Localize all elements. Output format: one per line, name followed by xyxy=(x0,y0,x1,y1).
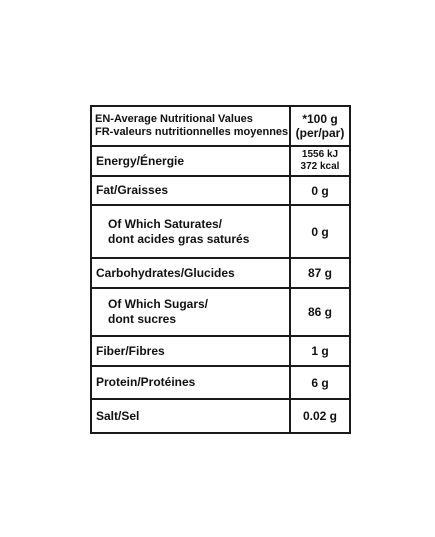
table-row-saturates xyxy=(92,204,349,257)
row-label-cell xyxy=(92,259,291,287)
energy-kcal-value: 372 kcal xyxy=(300,161,340,172)
header-per-amount: *100 g xyxy=(302,112,338,126)
energy-kj-value: 1556 kJ xyxy=(301,149,339,160)
table-row-energy xyxy=(92,145,349,175)
row-label: Fat/Graisses xyxy=(96,183,169,197)
row-value: 0 g xyxy=(311,183,329,198)
table-row-fiber xyxy=(92,335,349,365)
header-per-unit: (per/par) xyxy=(295,126,345,140)
row-value: 0.02 g xyxy=(302,409,338,423)
row-value-cell xyxy=(291,177,349,204)
row-label: Of Which Saturates/ xyxy=(108,216,223,231)
row-label-cell xyxy=(92,337,291,365)
row-label-cell xyxy=(92,206,291,257)
row-label: Fiber/Fibres xyxy=(96,343,165,358)
header-per-cell xyxy=(291,107,349,145)
row-value-cell xyxy=(291,367,349,398)
row-label-fr: dont sucres xyxy=(108,312,177,326)
row-label-cell xyxy=(92,289,291,335)
row-label: Carbohydrates/Glucides xyxy=(96,265,235,280)
row-value-cell xyxy=(291,400,349,432)
header-label-fr: FR-valeurs nutritionnelles moyennes xyxy=(95,126,289,138)
table-row-protein xyxy=(92,365,349,398)
row-label-fr: dont acides gras saturés xyxy=(108,231,250,246)
row-value-cell xyxy=(291,259,349,287)
table-row-salt xyxy=(92,398,349,432)
row-label: Of Which Sugars/ xyxy=(108,297,209,311)
table-row-carbohydrates xyxy=(92,257,349,287)
row-value: 1 g xyxy=(311,344,329,358)
table-header-row xyxy=(92,107,349,145)
row-value: 87 g xyxy=(307,266,332,280)
row-label: Energy/Énergie xyxy=(96,153,185,168)
row-label-cell xyxy=(92,177,291,204)
row-value-cell xyxy=(291,289,349,335)
row-value: 86 g xyxy=(307,305,332,319)
row-value-cell xyxy=(291,206,349,257)
row-value-cell xyxy=(291,337,349,365)
row-value: 6 g xyxy=(311,375,329,390)
header-label-en: EN-Average Nutritional Values xyxy=(95,113,253,125)
row-label-cell xyxy=(92,367,291,398)
row-value: 0 g xyxy=(311,224,329,239)
row-value-cell xyxy=(291,147,349,175)
table-row-sugars xyxy=(92,287,349,335)
row-label: Salt/Sel xyxy=(96,408,140,423)
nutrition-facts-table xyxy=(90,105,351,434)
header-label-cell xyxy=(92,107,291,145)
table-row-fat xyxy=(92,175,349,204)
row-label: Protein/Protéines xyxy=(96,375,196,389)
row-label-cell xyxy=(92,400,291,432)
row-label-cell xyxy=(92,147,291,175)
